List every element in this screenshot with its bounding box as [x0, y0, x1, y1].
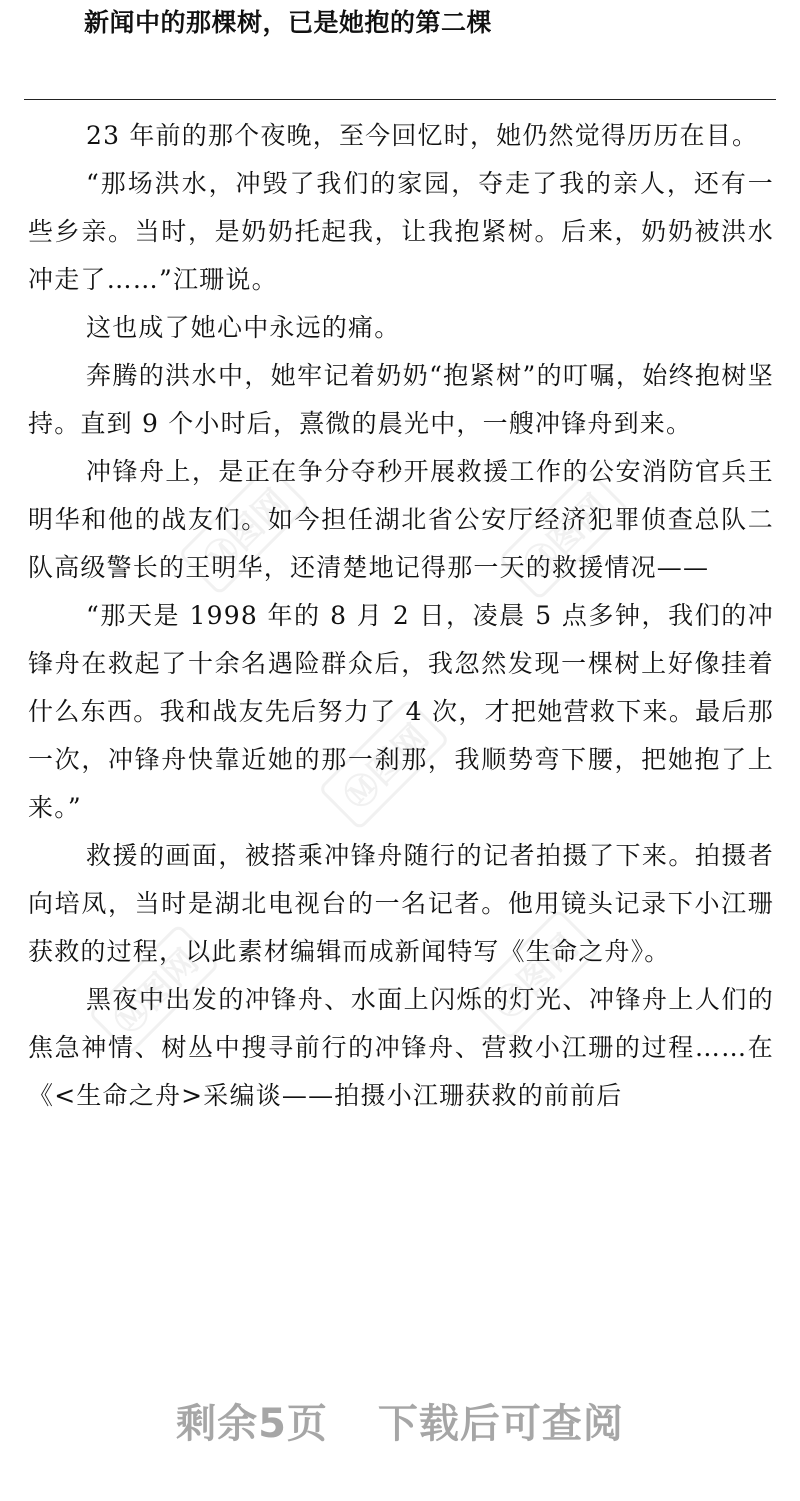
watermark: Ⓜ图网 — [178, 463, 310, 595]
article-body — [28, 112, 774, 1120]
paragraph: “那场洪水，冲毁了我们的家园，夺走了我的亲人，还有一些乡亲。当时，是奶奶托起我，让我抱紧树。后来，奶奶被洪水冲走了……”江珊说。 — [28, 169, 774, 294]
watermark: Ⓜ图网 — [88, 923, 220, 1055]
paragraph: 这也成了她心中永远的痛。 — [86, 313, 401, 342]
watermark: Ⓜ图网 — [498, 468, 630, 600]
watermark: Ⓜ图网 — [468, 908, 600, 1040]
paragraph: 黑夜中出发的冲锋舟、水面上闪烁的灯光、冲锋舟上人们的焦急神情、树丛中搜寻前行的冲锋舟、营救小江珊的过程……在《<生命之舟>采编谈——拍摄小江珊获救的前前后 — [28, 985, 774, 1110]
paragraph: 救援的画面，被搭乘冲锋舟随行的记者拍摄了下来。拍摄者向培凤，当时是湖北电视台的一名记者。他用镜头记录下小江珊获救的过程，以此素材编辑而成新闻特写《生命之舟》。 — [28, 841, 774, 966]
remaining-pages-label: 剩余5页 — [176, 1401, 328, 1447]
watermark: Ⓜ图网 — [318, 698, 450, 830]
paragraph: 冲锋舟上，是正在争分夺秒开展救援工作的公安消防官兵王明华和他的战友们。如今担任湖北省公安厅经济犯罪侦查总队二队高级警长的王明华，还清楚地记得那一天的救援情况—— — [28, 457, 774, 582]
paragraph: 奔腾的洪水中，她牢记着奶奶“抱紧树”的叮嘱，始终抱树坚持。直到 9 个小时后，熹微的晨光中，一艘冲锋舟到来。 — [28, 361, 774, 438]
download-to-view-label[interactable]: 下载后可查阅 — [377, 1401, 624, 1447]
paragraph: 23 年前的那个夜晚，至今回忆时，她仍然觉得历历在目。 — [86, 121, 759, 150]
download-prompt[interactable] — [0, 1398, 800, 1450]
paragraph: “那天是 1998 年的 8 月 2 日，凌晨 5 点多钟，我们的冲锋舟在救起了十余名遇险群众后，我忽然发现一棵树上好像挂着什么东西。我和战友先后努力了 4 次，才把她营救下来。最后那一次，冲锋舟快靠近她的那一刹那，我顺势弯下腰，把她抱了上来。” — [28, 601, 774, 822]
page-title: 新闻中的那棵树，已是她抱的第二棵 — [84, 8, 493, 37]
title-divider — [24, 99, 776, 100]
